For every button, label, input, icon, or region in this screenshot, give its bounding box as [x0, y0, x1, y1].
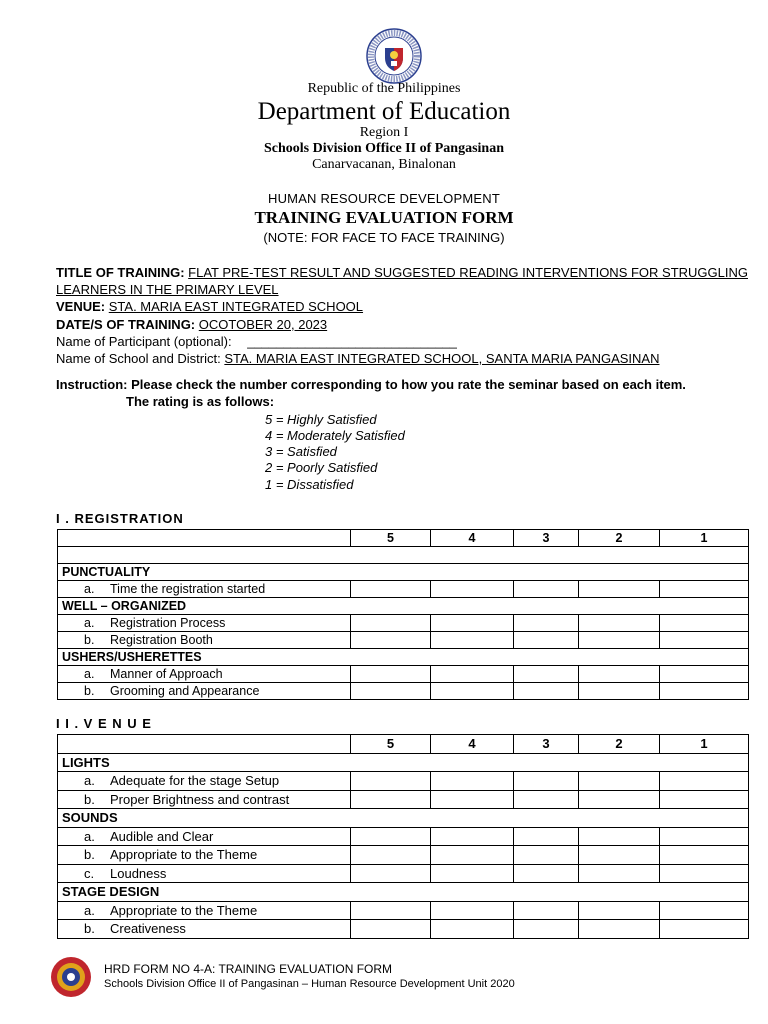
category-label: LIGHTS [58, 753, 749, 772]
criteria-letter: a. [84, 615, 95, 630]
rating-cell-4[interactable] [431, 790, 514, 809]
category-label: PUNCTUALITY [58, 564, 749, 581]
rating-cell-4[interactable] [431, 901, 514, 920]
rating-cell-2[interactable] [579, 632, 660, 649]
unit-heading: HUMAN RESOURCE DEVELOPMENT [267, 191, 500, 206]
rating-header-3: 3 [514, 735, 579, 754]
participant-line [56, 334, 457, 349]
criteria-row [58, 666, 749, 683]
criteria-label [58, 581, 351, 598]
rating-cell-5[interactable] [351, 632, 431, 649]
rating-cell-4[interactable] [431, 666, 514, 683]
criteria-letter: a. [84, 902, 95, 918]
training-title-label: TITLE OF TRAINING: [56, 265, 185, 280]
category-label: SOUNDS [58, 809, 749, 828]
school-line [56, 351, 659, 366]
criteria-label [58, 920, 351, 939]
criteria-header-cell [58, 530, 351, 547]
criteria-label [58, 901, 351, 920]
rating-cell-5[interactable] [351, 772, 431, 791]
section-registration-title: I . REGISTRATION [56, 511, 184, 526]
rating-cell-1[interactable] [660, 901, 749, 920]
rating-cell-5[interactable] [351, 666, 431, 683]
rating-header-5: 5 [351, 530, 431, 547]
criteria-label [58, 864, 351, 883]
participant-label: Name of Participant (optional): [56, 334, 232, 349]
criteria-letter: a. [84, 773, 95, 789]
rating-cell-1[interactable] [660, 790, 749, 809]
rating-header-2: 2 [579, 530, 660, 547]
rating-header-4: 4 [431, 530, 514, 547]
blank-row [58, 547, 749, 564]
school-value: STA. MARIA EAST INTEGRATED SCHOOL, SANTA MARIA PANGASINAN [224, 351, 660, 366]
category-label: USHERS/USHERETTES [58, 649, 749, 666]
criteria-text: Registration Process [110, 615, 226, 630]
rating-cell-4[interactable] [431, 615, 514, 632]
rating-cell-1[interactable] [660, 846, 749, 865]
criteria-letter: a. [84, 581, 95, 596]
rating-cell-4[interactable] [431, 864, 514, 883]
region-heading: Region I [359, 125, 409, 140]
rating-cell-3[interactable] [514, 790, 579, 809]
criteria-label [58, 846, 351, 865]
rating-cell-1[interactable] [660, 864, 749, 883]
criteria-text: Time the registration started [110, 581, 266, 596]
rating-cell-5[interactable] [351, 615, 431, 632]
criteria-row [58, 827, 749, 846]
deped-seal-logo [366, 28, 422, 84]
rating-cell-4[interactable] [431, 632, 514, 649]
rating-cell-1[interactable] [660, 666, 749, 683]
category-row [58, 598, 749, 615]
rating-cell-3[interactable] [514, 901, 579, 920]
criteria-label [58, 790, 351, 809]
rating-cell-5[interactable] [351, 581, 431, 598]
rating-cell-2[interactable] [579, 790, 660, 809]
criteria-text: Adequate for the stage Setup [110, 773, 280, 789]
rating-cell-3[interactable] [514, 615, 579, 632]
rating-cell-3[interactable] [514, 920, 579, 939]
rating-cell-2[interactable] [579, 683, 660, 700]
scale-item: 2 = Poorly Satisfied [265, 460, 378, 475]
section-venue-title: I I . V E N U E [56, 716, 152, 731]
criteria-row [58, 772, 749, 791]
training-title-line [56, 265, 748, 280]
category-row [58, 809, 749, 828]
criteria-row [58, 581, 749, 598]
category-row [58, 883, 749, 902]
rating-cell-5[interactable] [351, 920, 431, 939]
criteria-letter: a. [84, 828, 95, 844]
criteria-label [58, 615, 351, 632]
criteria-letter: b. [84, 921, 95, 937]
footer-unit: Schools Division Office II of Pangasinan – Human Resource Development Unit 2020 [104, 978, 515, 990]
criteria-label [58, 632, 351, 649]
criteria-text: Manner of Approach [110, 666, 223, 681]
training-title-value: FLAT PRE-TEST RESULT AND SUGGESTED READING INTERVENTIONS FOR STRUGGLING [188, 265, 748, 280]
rating-header-5: 5 [351, 735, 431, 754]
rating-cell-5[interactable] [351, 790, 431, 809]
rating-cell-5[interactable] [351, 683, 431, 700]
instruction-text: Instruction: Please check the number corresponding to how you rate the seminar based on each item. [56, 377, 686, 392]
rating-cell-3[interactable] [514, 666, 579, 683]
rating-cell-3[interactable] [514, 827, 579, 846]
criteria-row [58, 790, 749, 809]
rating-cell-2[interactable] [579, 864, 660, 883]
criteria-text: Creativeness [110, 921, 186, 937]
criteria-text: Audible and Clear [110, 828, 214, 844]
rating-header-1: 1 [660, 735, 749, 754]
category-label: WELL – ORGANIZED [58, 598, 749, 615]
criteria-row [58, 920, 749, 939]
criteria-letter: b. [84, 847, 95, 863]
rating-cell-1[interactable] [660, 581, 749, 598]
category-row [58, 564, 749, 581]
rating-cell-1[interactable] [660, 920, 749, 939]
scale-item: 1 = Dissatisfied [265, 477, 354, 492]
criteria-text: Registration Booth [110, 632, 213, 647]
rating-cell-2[interactable] [579, 846, 660, 865]
rating-cell-4[interactable] [431, 827, 514, 846]
criteria-letter: b. [84, 791, 95, 807]
venue-line [56, 299, 363, 314]
criteria-letter: a. [84, 666, 95, 681]
rating-cell-5[interactable] [351, 846, 431, 865]
rating-cell-1[interactable] [660, 615, 749, 632]
criteria-row [58, 864, 749, 883]
rating-cell-2[interactable] [579, 772, 660, 791]
rating-cell-2[interactable] [579, 615, 660, 632]
scale-item: 3 = Satisfied [265, 444, 337, 459]
venue-table [57, 734, 749, 939]
rating-cell-1[interactable] [660, 683, 749, 700]
rating-cell-2[interactable] [579, 920, 660, 939]
department-heading: Department of Education [257, 98, 511, 125]
hrd-logo [50, 956, 92, 998]
criteria-row [58, 846, 749, 865]
category-row [58, 753, 749, 772]
participant-field[interactable]: _____________________________ [247, 334, 457, 349]
rating-header-1: 1 [660, 530, 749, 547]
criteria-label [58, 827, 351, 846]
footer-form-number: HRD FORM NO 4-A: TRAINING EVALUATION FORM [104, 962, 393, 976]
rating-cell-5[interactable] [351, 864, 431, 883]
rating-cell-2[interactable] [579, 666, 660, 683]
criteria-text: Appropriate to the Theme [110, 902, 258, 918]
rating-cell-3[interactable] [514, 864, 579, 883]
criteria-label [58, 666, 351, 683]
rating-cell-3[interactable] [514, 632, 579, 649]
criteria-letter: b. [84, 632, 95, 647]
rating-cell-4[interactable] [431, 772, 514, 791]
rating-cell-1[interactable] [660, 772, 749, 791]
date-line [56, 317, 327, 332]
rating-cell-2[interactable] [579, 581, 660, 598]
rating-header-row [58, 530, 749, 547]
registration-table [57, 529, 749, 700]
criteria-label [58, 683, 351, 700]
criteria-row [58, 615, 749, 632]
rating-cell-1[interactable] [660, 632, 749, 649]
rating-header-row [58, 735, 749, 754]
rating-cell-2[interactable] [579, 901, 660, 920]
form-note: (NOTE: FOR FACE TO FACE TRAINING) [263, 230, 505, 245]
rating-cell-4[interactable] [431, 846, 514, 865]
rating-cell-3[interactable] [514, 846, 579, 865]
venue-label: VENUE: [56, 299, 106, 314]
rating-header-3: 3 [514, 530, 579, 547]
criteria-text: Loudness [110, 865, 167, 881]
scale-item: 4 = Moderately Satisfied [265, 428, 405, 443]
criteria-row [58, 683, 749, 700]
republic-heading: Republic of the Philippines [307, 81, 461, 96]
form-title: TRAINING EVALUATION FORM [254, 208, 514, 227]
criteria-label [58, 772, 351, 791]
rating-header-4: 4 [431, 735, 514, 754]
criteria-header-cell [58, 735, 351, 754]
rating-cell-5[interactable] [351, 827, 431, 846]
rating-cell-4[interactable] [431, 581, 514, 598]
date-label: DATE/S OF TRAINING: [56, 317, 196, 332]
criteria-row [58, 901, 749, 920]
criteria-text: Appropriate to the Theme [110, 847, 258, 863]
criteria-text: Grooming and Appearance [110, 683, 260, 698]
category-label: STAGE DESIGN [58, 883, 749, 902]
school-label: Name of School and District: [56, 351, 221, 366]
scale-item: 5 = Highly Satisfied [265, 412, 377, 427]
rating-cell-5[interactable] [351, 901, 431, 920]
rating-intro: The rating is as follows: [126, 394, 275, 409]
rating-cell-4[interactable] [431, 683, 514, 700]
rating-cell-3[interactable] [514, 772, 579, 791]
rating-cell-1[interactable] [660, 827, 749, 846]
address-heading: Canarvacanan, Binalonan [312, 157, 456, 172]
rating-cell-4[interactable] [431, 920, 514, 939]
criteria-text: Proper Brightness and contrast [110, 791, 290, 807]
division-heading: Schools Division Office II of Pangasinan [264, 141, 504, 156]
criteria-letter: c. [84, 865, 95, 881]
criteria-row [58, 632, 749, 649]
rating-cell-2[interactable] [579, 827, 660, 846]
venue-value: STA. MARIA EAST INTEGRATED SCHOOL [108, 299, 364, 314]
criteria-letter: b. [84, 683, 95, 698]
training-title-value-2: LEARNERS IN THE PRIMARY LEVEL [56, 282, 279, 297]
rating-cell-3[interactable] [514, 683, 579, 700]
category-row [58, 649, 749, 666]
rating-cell-3[interactable] [514, 581, 579, 598]
rating-header-2: 2 [579, 735, 660, 754]
date-value: OCOTOBER 20, 2023 [198, 317, 328, 332]
